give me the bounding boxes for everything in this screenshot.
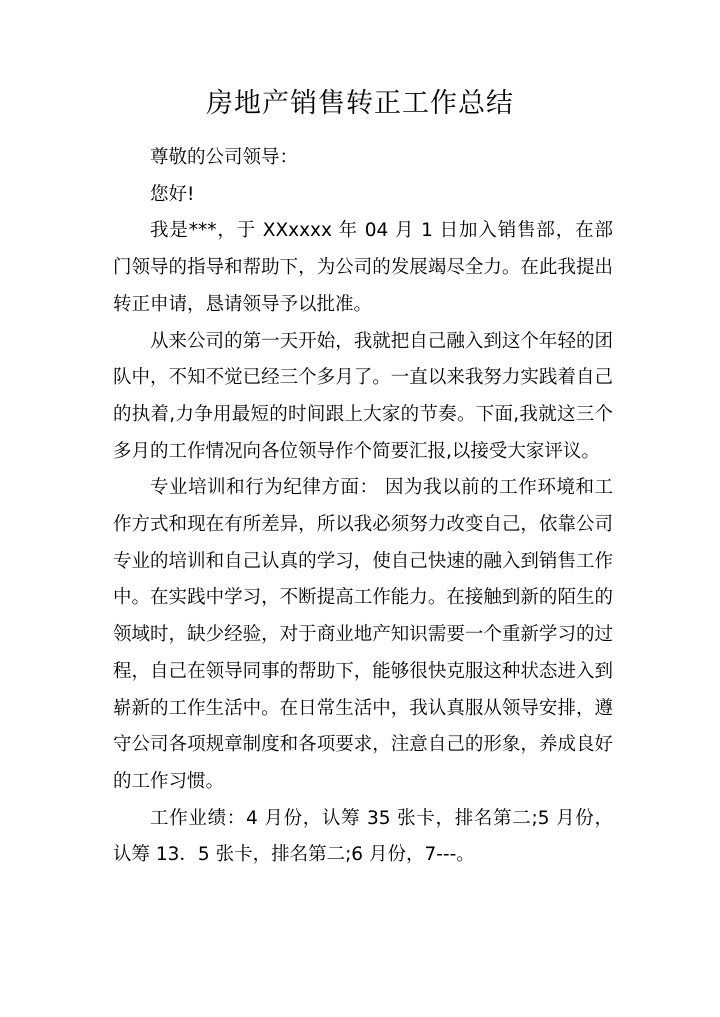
salutation: 尊敬的公司领导： xyxy=(150,147,299,168)
paragraph-experience: 从来公司的第一天开始，我就把自己融入到这个年轻的团队中，不知不觉已经三个多月了。一直以来我努力实践着自己的执着,力争用最短的时间跟上大家的节奏。下面,我就这三个多月的工作情况向各位领导作个简要汇报,以接受大家评议。 xyxy=(113,330,613,462)
greeting: 您好! xyxy=(150,183,195,205)
paragraph-intro: 我是***，于 XXxxxx 年 04 月 1 日加入销售部，在部门领导的指导和帮助下，为公司的发展竭尽全力。在此我提出转正申请，恳请领导予以批准。 xyxy=(113,220,613,315)
paragraph-performance: 工作业绩：4 月份，认筹 35 张卡，排名第二;5 月份，认筹 13．5 张卡，排名第二;6 月份，7---。 xyxy=(113,807,613,866)
document-body xyxy=(113,140,613,874)
document-title: 房地产销售转正工作总结 xyxy=(206,88,514,119)
paragraph-training: 专业培训和行为纪律方面： 因为我以前的工作环境和工作方式和现在有所差异，所以我必须努力改变自己，依靠公司专业的培训和自己认真的学习，使自己快速的融入到销售工作中。在实践中学习，不断提高工作能力。在接触到新的陌生的领域时，缺少经验，对于商业地产知识需要一个重新学习的过程，自己在领导同事的帮助下，能够很快克服这种状态进入到崭新的工作生活中。在日常生活中，我认真服从领导安排，遵守公司各项规章制度和各项要求，注意自己的形象，养成良好的工作习惯。 xyxy=(113,477,613,792)
